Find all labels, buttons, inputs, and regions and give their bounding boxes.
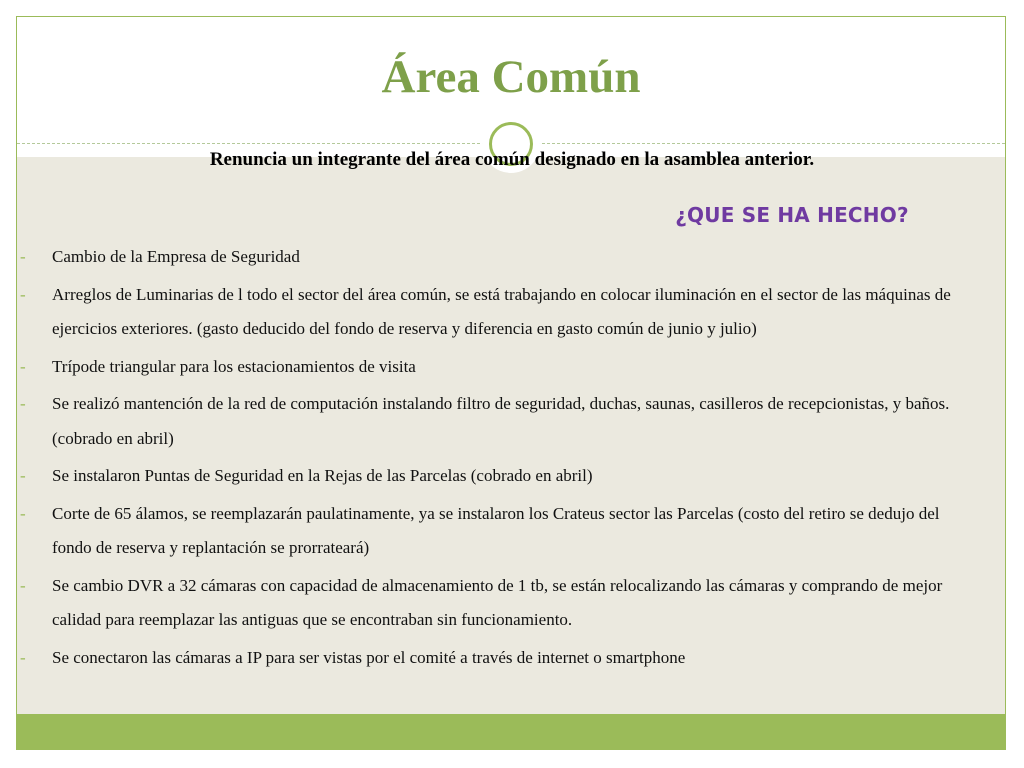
dash-bullet-icon: - [20, 647, 26, 667]
dash-bullet-icon: - [20, 503, 26, 523]
list-item-text: Arreglos de Luminarias de l todo el sector del área común, se está trabajando en colocar iluminación en el sector de las máquinas de ejercicios exteriores. (gasto deducido del fondo de reserva y diferencia en gasto común de junio y julio) [52, 284, 951, 338]
slide-title: Área Común [381, 51, 641, 103]
bullet-list [0, 240, 960, 678]
list-item [0, 569, 960, 638]
section-heading [0, 203, 912, 227]
list-item-text: Se cambio DVR a 32 cámaras con capacidad de almacenamiento de 1 tb, se están relocalizando las cámaras y comprando de mejor calidad para reemplazar las antiguas que se encontraban sin funcionamiento. [52, 575, 943, 629]
list-item [0, 497, 960, 566]
footer-bar [17, 714, 1005, 750]
list-item-text: Trípode triangular para los estacionamientos de visita [52, 356, 416, 376]
list-item [0, 641, 960, 676]
list-item [0, 387, 960, 456]
list-item-text: Se conectaron las cámaras a IP para ser vistas por el comité a través de internet o smartphone [52, 647, 686, 667]
dash-bullet-icon: - [20, 575, 26, 595]
list-item-text: Corte de 65 álamos, se reemplazarán paulatinamente, ya se instalaron los Crateus sector las Parcelas (costo del retiro se dedujo del fondo de reserva y replantación se prorrateará) [52, 503, 940, 557]
dash-bullet-icon: - [20, 247, 26, 266]
slide-subtitle: Renuncia un integrante del área común designado en la asamblea anterior. [209, 149, 815, 170]
list-item [0, 350, 960, 385]
dash-bullet-icon: - [20, 356, 26, 376]
list-item-text: Se instalaron Puntas de Seguridad en la Rejas de las Parcelas (cobrado en abril) [52, 466, 593, 485]
list-item-text: Se realizó mantención de la red de computación instalando filtro de seguridad, duchas, saunas, casilleros de recepcionistas, y baños. (cobrado en abril) [52, 394, 950, 448]
list-item [0, 278, 960, 347]
list-item [0, 459, 960, 494]
list-item [0, 240, 960, 275]
dash-bullet-icon: - [20, 394, 26, 413]
dash-bullet-icon: - [20, 284, 26, 304]
section-heading-text: ¿QUE SE HA HECHO? [675, 203, 909, 227]
list-item-text: Cambio de la Empresa de Seguridad [52, 247, 300, 266]
dash-bullet-icon: - [20, 466, 26, 485]
